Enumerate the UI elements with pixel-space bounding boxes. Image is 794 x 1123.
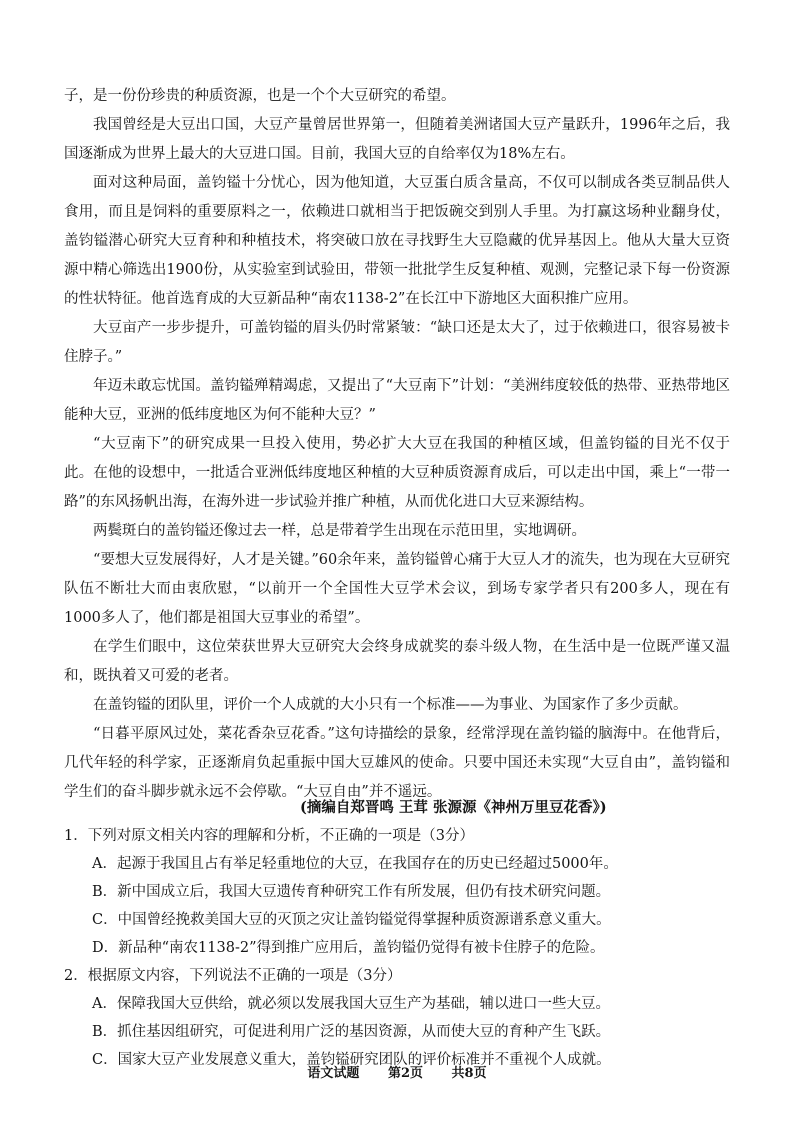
passage-paragraph: 年迈未敢忘忧国。盖钧镒殚精竭虑，又提出了“大豆南下”计划：“美洲纬度较低的热带、亚热带地区能种大豆，亚洲的低纬度地区为何不能种大豆？”	[64, 378, 730, 423]
question-option: B．新中国成立后，我国大豆遗传育种研究工作有所发展，但仍有技术研究问题。	[92, 884, 611, 900]
question-option: A．起源于我国且占有举足轻重地位的大豆，在我国存在的历史已经超过5000年。	[92, 856, 618, 872]
passage-paragraph: “日暮平原风过处，菜花香杂豆花香。”这句诗描绘的景象，经常浮现在盖钧镒的脑海中。在他背后，几代年轻的科学家，正逐渐肩负起重振中国大豆雄风的使命。只要中国还未实现“大豆自由”，盖钧镒和学生们的奋斗脚步就永远不会停歇。“大豆自由”并不遥远。	[64, 726, 730, 800]
passage-paragraph: 大豆亩产一步步提升，可盖钧镒的眉头仍时常紧皱：“缺口还是太大了，过于依赖进口，很容易被卡住脖子。”	[64, 320, 730, 365]
question-option: C．国家大豆产业发展意义重大，盖钧镒研究团队的评价标准并不重视个人成就。	[92, 1052, 611, 1068]
footer-total-pages: 共8页	[451, 1066, 487, 1081]
question-list	[64, 822, 744, 1074]
passage-paragraph: 两鬓斑白的盖钧镒还像过去一样，总是带着学生出现在示范田里，实地调研。	[93, 523, 586, 539]
page-footer	[0, 1062, 794, 1081]
footer-subject: 语文试题	[307, 1066, 360, 1081]
question-option: B．抓住基因组研究，可促进利用广泛的基因资源，从而使大豆的育种产生飞跃。	[92, 1024, 611, 1040]
question-option: C．中国曾经挽救美国大豆的灭顶之灾让盖钧镒觉得掌握种质资源谱系意义重大。	[92, 912, 611, 928]
passage-paragraph: 在盖钧镒的团队里，评价一个人成就的大小只有一个标准——为事业、为国家作了多少贡献。	[93, 697, 688, 713]
passage-paragraph: “大豆南下”的研究成果一旦投入使用，势必扩大大豆在我国的种植区域，但盖钧镒的目光不仅于此。在他的设想中，一批适合亚洲低纬度地区种植的大豆种质资源育成后，可以走出中国，乘上“一带一路”的东风扬帆出海，在海外进一步试验并推广种植，从而优化进口大豆来源结构。	[64, 436, 730, 510]
question-option: A．保障我国大豆供给，就必须以发展我国大豆生产为基础，辅以进口一些大豆。	[92, 996, 610, 1012]
question-stem: 2．根据原文内容，下列说法不正确的一项是（3分）	[64, 968, 402, 984]
passage-paragraph: “要想大豆发展得好，人才是关键。”60余年来，盖钧镒曾心痛于大豆人才的流失，也为现在大豆研究队伍不断壮大而由衷欣慰，“以前开一个全国性大豆学术会议，到场专家学者只有200多人，现在有1000多人了，他们都是祖国大豆事业的希望”。	[64, 552, 730, 626]
footer-page-number: 第2页	[387, 1066, 423, 1081]
passage-paragraph: 面对这种局面，盖钧镒十分忧心，因为他知道，大豆蛋白质含量高，不仅可以制成各类豆制品供人食用，而且是饲料的重要原料之一，依赖进口就相当于把饭碗交到别人手里。为打赢这场种业翻身仗，盖钧镒潜心研究大豆育种和种植技术，将突破口放在寻找野生大豆隐藏的优异基因上。他从大量大豆资源中精心筛选出1900份，从实验室到试验田，带领一批批学生反复种植、观测，完整记录下每一份资源的性状特征。他首选育成的大豆新品种“南农1138-2”在长江中下游地区大面积推广应用。	[64, 175, 730, 307]
passage-paragraph: 在学生们眼中，这位荣获世界大豆研究大会终身成就奖的泰斗级人物，在生活中是一位既严谨又温和，既执着又可爱的老者。	[64, 639, 730, 684]
question-stem: 1．下列对原文相关内容的理解和分析，不正确的一项是（3分）	[64, 828, 474, 844]
passage-paragraph: 子，是一份份珍贵的种质资源，也是一个个大豆研究的希望。	[64, 88, 456, 104]
question-option: D．新品种“南农1138-2”得到推广应用后，盖钧镒仍觉得有被卡住脖子的危险。	[92, 940, 605, 956]
passage-paragraph: 我国曾经是大豆出口国，大豆产量曾居世界第一，但随着美洲诸国大豆产量跃升，1996年之后，我国逐渐成为世界上最大的大豆进口国。目前，我国大豆的自给率仅为18%左右。	[64, 117, 730, 162]
reading-passage	[64, 82, 730, 807]
passage-source: (摘编自郑晋鸣 王茸 张源源《神州万里豆花香》)	[300, 799, 607, 816]
